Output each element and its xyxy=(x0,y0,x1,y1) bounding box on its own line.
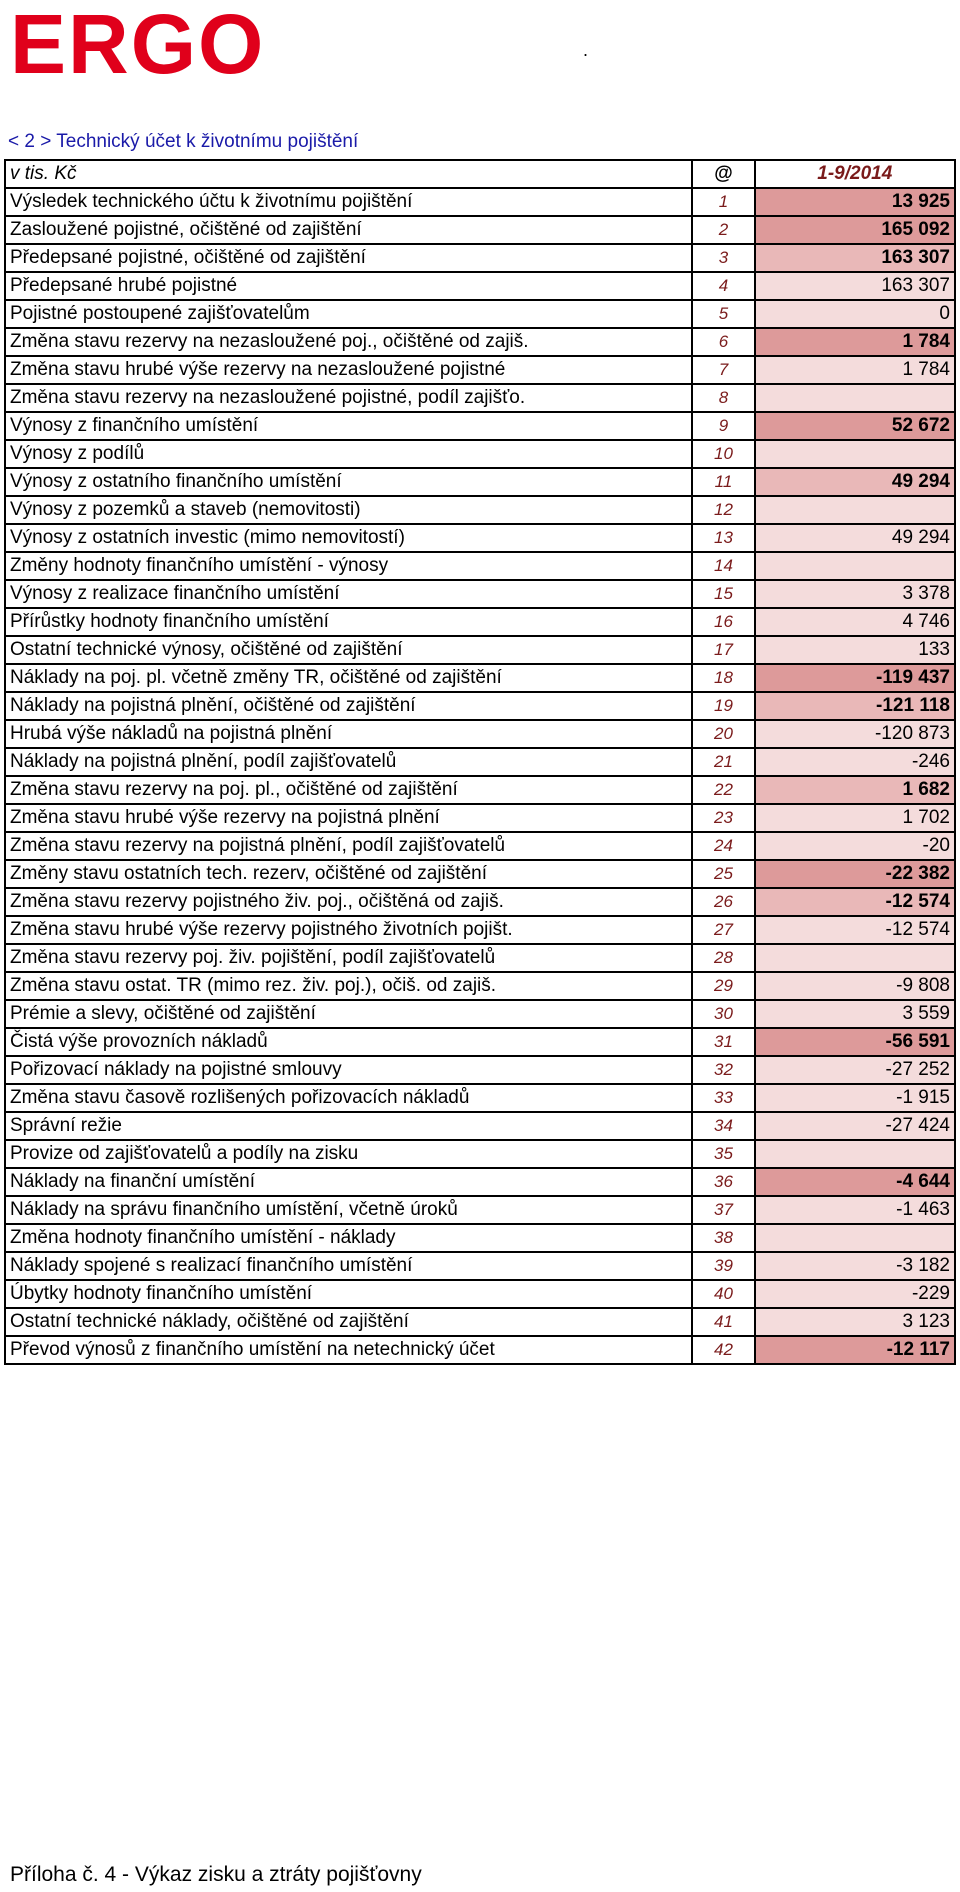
row-value: 133 xyxy=(755,636,955,664)
row-number: 9 xyxy=(692,412,754,440)
row-value: 1 784 xyxy=(755,328,955,356)
table-row xyxy=(5,580,955,608)
row-number: 11 xyxy=(692,468,754,496)
row-label: Výnosy z finančního umístění xyxy=(5,412,692,440)
row-value: 163 307 xyxy=(755,272,955,300)
row-label: Výnosy z podílů xyxy=(5,440,692,468)
row-label: Náklady na správu finančního umístění, včetně úroků xyxy=(5,1196,692,1224)
row-value: -12 574 xyxy=(755,916,955,944)
period-header: 1-9/2014 xyxy=(755,160,955,188)
row-number: 14 xyxy=(692,552,754,580)
row-number: 26 xyxy=(692,888,754,916)
row-value: 13 925 xyxy=(755,188,955,216)
row-number: 29 xyxy=(692,972,754,1000)
row-label: Náklady na poj. pl. včetně změny TR, očištěné od zajištění xyxy=(5,664,692,692)
row-number: 31 xyxy=(692,1028,754,1056)
row-value: -12 117 xyxy=(755,1336,955,1364)
row-label: Změna stavu rezervy pojistného živ. poj., očištěná od zajiš. xyxy=(5,888,692,916)
row-number: 24 xyxy=(692,832,754,860)
row-number: 32 xyxy=(692,1056,754,1084)
row-number: 39 xyxy=(692,1252,754,1280)
row-number: 17 xyxy=(692,636,754,664)
table-row xyxy=(5,496,955,524)
row-number: 13 xyxy=(692,524,754,552)
row-value: -246 xyxy=(755,748,955,776)
row-number: 15 xyxy=(692,580,754,608)
row-label: Ostatní technické výnosy, očištěné od zajištění xyxy=(5,636,692,664)
row-value: -27 252 xyxy=(755,1056,955,1084)
row-value: 165 092 xyxy=(755,216,955,244)
row-label: Předepsané pojistné, očištěné od zajištění xyxy=(5,244,692,272)
table-row xyxy=(5,1140,955,1168)
row-label: Změna stavu časově rozlišených pořizovacích nákladů xyxy=(5,1084,692,1112)
row-value: 0 xyxy=(755,300,955,328)
row-label: Výnosy z ostatních investic (mimo nemovitostí) xyxy=(5,524,692,552)
row-label: Změna stavu rezervy na nezasloužené pojistné, podíl zajišťo. xyxy=(5,384,692,412)
row-value xyxy=(755,440,955,468)
row-value: 3 123 xyxy=(755,1308,955,1336)
table-row xyxy=(5,720,955,748)
table-row xyxy=(5,552,955,580)
row-number: 34 xyxy=(692,1112,754,1140)
row-value xyxy=(755,1224,955,1252)
row-value xyxy=(755,552,955,580)
row-number: 36 xyxy=(692,1168,754,1196)
row-label: Změny stavu ostatních tech. rezerv, očištěné od zajištění xyxy=(5,860,692,888)
row-number: 30 xyxy=(692,1000,754,1028)
row-value: -1 915 xyxy=(755,1084,955,1112)
table-row xyxy=(5,1056,955,1084)
table-row xyxy=(5,1112,955,1140)
table-row xyxy=(5,244,955,272)
at-column-header: @ xyxy=(692,160,754,188)
table-row xyxy=(5,1224,955,1252)
row-value: 1 682 xyxy=(755,776,955,804)
table-row xyxy=(5,328,955,356)
row-label: Výnosy z pozemků a staveb (nemovitosti) xyxy=(5,496,692,524)
row-value: 1 784 xyxy=(755,356,955,384)
row-number: 5 xyxy=(692,300,754,328)
row-label: Náklady spojené s realizací finančního umístění xyxy=(5,1252,692,1280)
row-number: 37 xyxy=(692,1196,754,1224)
row-value: -27 424 xyxy=(755,1112,955,1140)
row-label: Změna stavu hrubé výše rezervy pojistného životních pojišt. xyxy=(5,916,692,944)
row-value: -12 574 xyxy=(755,888,955,916)
row-label: Prémie a slevy, očištěné od zajištění xyxy=(5,1000,692,1028)
row-label: Zasloužené pojistné, očištěné od zajištění xyxy=(5,216,692,244)
row-number: 25 xyxy=(692,860,754,888)
row-number: 6 xyxy=(692,328,754,356)
row-value: 1 702 xyxy=(755,804,955,832)
row-label: Čistá výše provozních nákladů xyxy=(5,1028,692,1056)
row-label: Úbytky hodnoty finančního umístění xyxy=(5,1280,692,1308)
table-row xyxy=(5,468,955,496)
row-number: 38 xyxy=(692,1224,754,1252)
row-number: 16 xyxy=(692,608,754,636)
row-number: 7 xyxy=(692,356,754,384)
row-number: 33 xyxy=(692,1084,754,1112)
row-label: Pořizovací náklady na pojistné smlouvy xyxy=(5,1056,692,1084)
row-number: 8 xyxy=(692,384,754,412)
row-number: 2 xyxy=(692,216,754,244)
technical-account-table xyxy=(4,159,956,1365)
table-row xyxy=(5,804,955,832)
row-value: -1 463 xyxy=(755,1196,955,1224)
technical-account-table-wrapper xyxy=(4,159,956,1365)
table-row xyxy=(5,1084,955,1112)
row-value: -20 xyxy=(755,832,955,860)
row-label: Pojistné postoupené zajišťovatelům xyxy=(5,300,692,328)
table-row xyxy=(5,1196,955,1224)
row-number: 1 xyxy=(692,188,754,216)
row-label: Změna hodnoty finančního umístění - náklady xyxy=(5,1224,692,1252)
row-number: 19 xyxy=(692,692,754,720)
row-label: Výnosy z ostatního finančního umístění xyxy=(5,468,692,496)
table-row xyxy=(5,1336,955,1364)
row-label: Změna stavu hrubé výše rezervy na pojistná plnění xyxy=(5,804,692,832)
row-number: 41 xyxy=(692,1308,754,1336)
row-number: 42 xyxy=(692,1336,754,1364)
row-value xyxy=(755,496,955,524)
ergo-logo: ERGO xyxy=(10,0,266,91)
row-value: -4 644 xyxy=(755,1168,955,1196)
table-row xyxy=(5,440,955,468)
table-row xyxy=(5,944,955,972)
row-value xyxy=(755,944,955,972)
row-label: Změna stavu hrubé výše rezervy na nezasloužené pojistné xyxy=(5,356,692,384)
row-label: Změna stavu ostat. TR (mimo rez. živ. poj.), očiš. od zajiš. xyxy=(5,972,692,1000)
row-label: Změna stavu rezervy poj. živ. pojištění, podíl zajišťovatelů xyxy=(5,944,692,972)
row-label: Výsledek technického účtu k životnímu pojištění xyxy=(5,188,692,216)
table-row xyxy=(5,1028,955,1056)
table-row xyxy=(5,636,955,664)
table-row xyxy=(5,692,955,720)
row-label: Ostatní technické náklady, očištěné od zajištění xyxy=(5,1308,692,1336)
row-value: 49 294 xyxy=(755,524,955,552)
row-value: -121 118 xyxy=(755,692,955,720)
row-value: -56 591 xyxy=(755,1028,955,1056)
row-number: 27 xyxy=(692,916,754,944)
row-label: Náklady na finanční umístění xyxy=(5,1168,692,1196)
table-row xyxy=(5,1280,955,1308)
row-number: 23 xyxy=(692,804,754,832)
row-value: 52 672 xyxy=(755,412,955,440)
row-number: 28 xyxy=(692,944,754,972)
row-number: 4 xyxy=(692,272,754,300)
row-label: Změna stavu rezervy na pojistná plnění, podíl zajišťovatelů xyxy=(5,832,692,860)
row-label: Výnosy z realizace finančního umístění xyxy=(5,580,692,608)
table-row xyxy=(5,1308,955,1336)
row-label: Náklady na pojistná plnění, podíl zajišťovatelů xyxy=(5,748,692,776)
table-row xyxy=(5,188,955,216)
table-row xyxy=(5,524,955,552)
row-value: 163 307 xyxy=(755,244,955,272)
table-row xyxy=(5,412,955,440)
table-row xyxy=(5,664,955,692)
table-row xyxy=(5,608,955,636)
table-row xyxy=(5,972,955,1000)
row-label: Správní režie xyxy=(5,1112,692,1140)
breadcrumb[interactable]: < 2 > Technický účet k životnímu pojištění xyxy=(8,131,359,152)
row-number: 40 xyxy=(692,1280,754,1308)
unit-label: v tis. Kč xyxy=(5,160,692,188)
table-row xyxy=(5,1000,955,1028)
row-value: 3 378 xyxy=(755,580,955,608)
row-value: 4 746 xyxy=(755,608,955,636)
row-number: 3 xyxy=(692,244,754,272)
row-number: 35 xyxy=(692,1140,754,1168)
table-row xyxy=(5,776,955,804)
row-value: -229 xyxy=(755,1280,955,1308)
row-number: 18 xyxy=(692,664,754,692)
table-row xyxy=(5,832,955,860)
row-value: 49 294 xyxy=(755,468,955,496)
row-value: -22 382 xyxy=(755,860,955,888)
row-number: 12 xyxy=(692,496,754,524)
row-number: 21 xyxy=(692,748,754,776)
row-label: Náklady na pojistná plnění, očištěné od zajištění xyxy=(5,692,692,720)
table-row xyxy=(5,860,955,888)
row-value: -3 182 xyxy=(755,1252,955,1280)
table-row xyxy=(5,1252,955,1280)
row-label: Změna stavu rezervy na poj. pl., očištěné od zajištění xyxy=(5,776,692,804)
row-value: -119 437 xyxy=(755,664,955,692)
row-number: 20 xyxy=(692,720,754,748)
row-number: 22 xyxy=(692,776,754,804)
row-label: Změna stavu rezervy na nezasloužené poj., očištěné od zajiš. xyxy=(5,328,692,356)
row-value xyxy=(755,384,955,412)
row-label: Hrubá výše nákladů na pojistná plnění xyxy=(5,720,692,748)
row-number: 10 xyxy=(692,440,754,468)
table-header-row xyxy=(5,160,955,188)
row-value: -120 873 xyxy=(755,720,955,748)
row-label: Přírůstky hodnoty finančního umístění xyxy=(5,608,692,636)
table-row xyxy=(5,888,955,916)
table-row xyxy=(5,300,955,328)
row-label: Převod výnosů z finančního umístění na netechnický účet xyxy=(5,1336,692,1364)
row-value xyxy=(755,1140,955,1168)
table-row xyxy=(5,272,955,300)
row-label: Provize od zajišťovatelů a podíly na zisku xyxy=(5,1140,692,1168)
table-row xyxy=(5,356,955,384)
page-footer: Příloha č. 4 - Výkaz zisku a ztráty pojišťovny xyxy=(10,1863,422,1886)
row-value: -9 808 xyxy=(755,972,955,1000)
table-row xyxy=(5,1168,955,1196)
table-row xyxy=(5,916,955,944)
table-row xyxy=(5,748,955,776)
header-dot: . xyxy=(583,40,589,60)
table-row xyxy=(5,384,955,412)
table-row xyxy=(5,216,955,244)
row-label: Změny hodnoty finančního umístění - výnosy xyxy=(5,552,692,580)
row-label: Předepsané hrubé pojistné xyxy=(5,272,692,300)
row-value: 3 559 xyxy=(755,1000,955,1028)
